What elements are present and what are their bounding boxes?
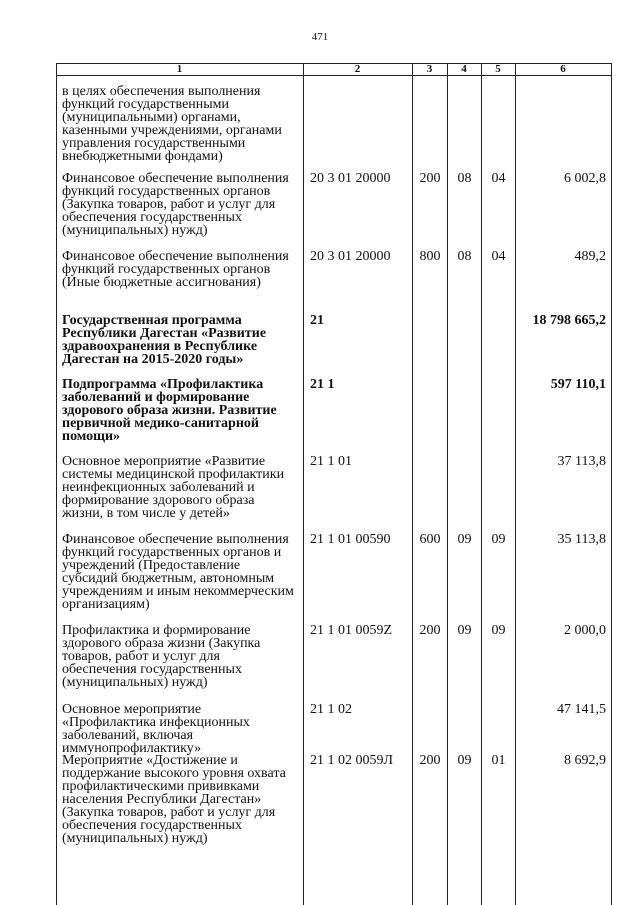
row-name: Мероприятие «Достижение и поддержание высокого уровня охвата профилактическими прививками населения Республики Дагестан» (Закупка товаров, работ и услуг для обеспечения государственных (муниципальных) нужд) — [62, 753, 286, 846]
row-section: 09 — [457, 753, 472, 768]
row-amount: 6 002,8 — [564, 171, 606, 186]
row-subsection: 01 — [491, 753, 506, 768]
row-code: 21 — [310, 313, 324, 328]
header-bottom-rule — [56, 75, 612, 76]
row-expense-type: 200 — [419, 623, 441, 638]
row-name: Государственная программа Республики Дагестан «Развитие здравоохранения в Республике Дагестан на 2015-2020 годы» — [62, 313, 267, 367]
row-name: Финансовое обеспечение выполнения функций государственных органов и учреждений (Предоставление субсидий бюджетным, автономным учреждениям и иным некоммерческим организациям) — [62, 532, 294, 612]
row-expense-type: 800 — [419, 249, 441, 264]
row-amount: 37 113,8 — [557, 454, 606, 469]
row-code: 20 3 01 20000 — [310, 249, 391, 264]
column-divider — [412, 63, 413, 905]
row-subsection: 04 — [491, 171, 506, 186]
column-divider — [303, 63, 304, 905]
row-code: 21 1 02 0059Л — [310, 753, 393, 768]
row-name: Финансовое обеспечение выполнения функций государственных органов (Иные бюджетные ассигнования) — [62, 249, 289, 290]
row-code: 21 1 01 — [310, 454, 352, 469]
column-divider — [56, 63, 57, 905]
column-divider — [447, 63, 448, 905]
row-expense-type: 600 — [419, 532, 441, 547]
header-col-5: 5 — [495, 63, 501, 75]
header-col-4: 4 — [461, 63, 467, 75]
row-subsection: 09 — [491, 532, 506, 547]
row-subsection: 09 — [491, 623, 506, 638]
row-expense-type: 200 — [419, 753, 441, 768]
row-amount: 8 692,9 — [564, 753, 606, 768]
row-section: 09 — [457, 532, 472, 547]
row-amount: 2 000,0 — [564, 623, 606, 638]
header-col-2: 2 — [354, 63, 361, 75]
column-divider — [515, 63, 516, 905]
row-name: Финансовое обеспечение выполнения функций государственных органов (Закупка товаров, работ и услуг для обеспечения государственных (муниципальных) нужд) — [62, 171, 289, 238]
row-section: 08 — [457, 171, 472, 186]
row-name: в целях обеспечения выполнения функций государственными (муниципальными) органами, казенными учреждениями, органами управления государственными внебюджетными фондами) — [62, 84, 282, 164]
row-code: 20 3 01 20000 — [310, 171, 391, 186]
column-divider — [481, 63, 482, 905]
row-amount: 597 110,1 — [550, 377, 606, 392]
row-amount: 18 798 665,2 — [532, 313, 606, 328]
row-subsection: 04 — [491, 249, 506, 264]
row-name: Профилактика и формирование здорового образа жизни (Закупка товаров, работ и услуг для обеспечения государственных (муниципальных) нужд) — [62, 623, 261, 690]
column-divider — [611, 63, 612, 905]
row-expense-type: 200 — [419, 171, 441, 186]
header-col-6: 6 — [560, 63, 566, 75]
row-name: Основное мероприятие «Развитие системы медицинской профилактики неинфекционных заболеваний и формирование здорового образа жизни, в том числе у детей» — [62, 454, 285, 521]
row-amount: 47 141,5 — [557, 702, 606, 717]
page-number: 471 — [311, 31, 329, 43]
row-code: 21 1 01 0059Z — [310, 623, 393, 638]
row-section: 09 — [457, 623, 472, 638]
row-code: 21 1 02 — [310, 702, 352, 717]
row-code: 21 1 01 00590 — [310, 532, 391, 547]
row-code: 21 1 — [310, 377, 335, 392]
budget-table — [56, 63, 612, 905]
header-col-1: 1 — [176, 63, 183, 75]
header-col-3: 3 — [426, 63, 433, 75]
row-amount: 35 113,8 — [557, 532, 606, 547]
row-name: Основное мероприятие «Профилактика инфекционных заболеваний, включая иммунопрофилактику» — [62, 702, 250, 756]
row-section: 08 — [457, 249, 472, 264]
row-name: Подпрограмма «Профилактика заболеваний и формирование здорового образа жизни. Развитие первичной медико-санитарной помощи» — [62, 377, 277, 444]
row-amount: 489,2 — [574, 249, 606, 264]
